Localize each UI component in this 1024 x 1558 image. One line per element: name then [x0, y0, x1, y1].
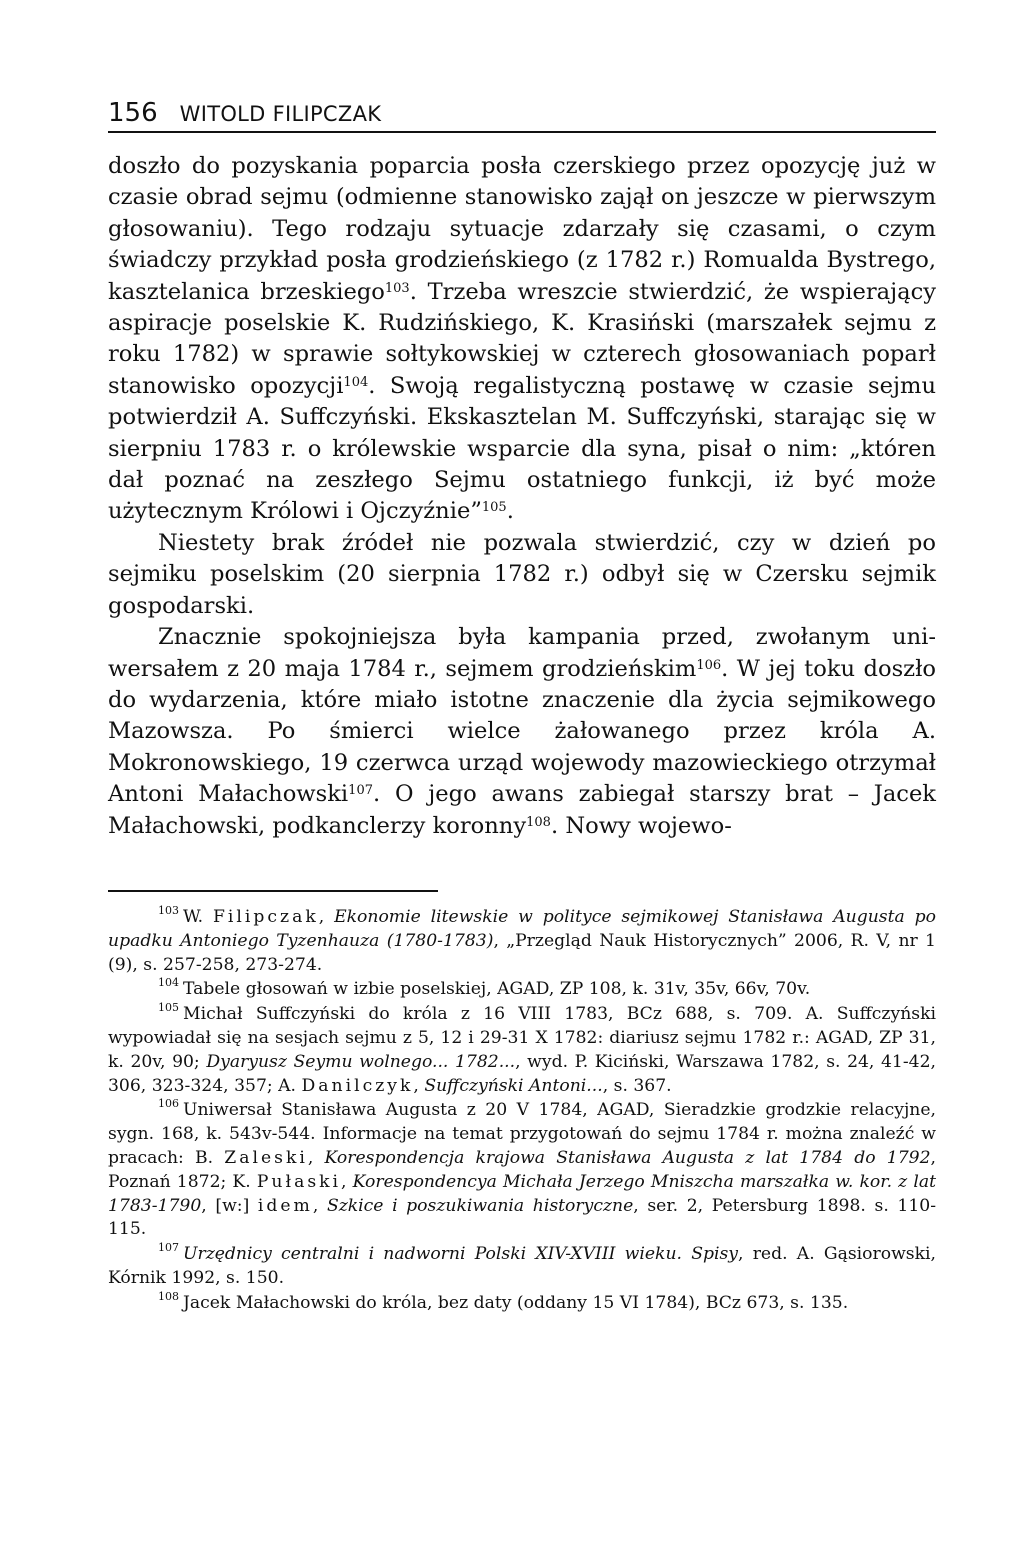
- text-run: Uniwersał Stanisława Augusta z 20 V 1784, AGAD, Sieradzkie grodzkie relacyjne, sygn. 168, k. 543v-544. Informacje na temat przygotowań do sejmu 1784 r. można znaleźć w pracach: B.: [108, 1100, 936, 1168]
- paragraph-1: [108, 151, 936, 528]
- text-run: , [w:]: [201, 1195, 258, 1216]
- footnote-ref: 108: [526, 814, 551, 830]
- text-run: ,: [318, 906, 335, 927]
- footnotes: [108, 903, 937, 1316]
- work-title: Korespondencya Michała Jerzego Mniszcha marszałka w. kor. z lat 1783-1790: [108, 1171, 936, 1216]
- text-run: Michał Suffczyński do króla z 16 VIII 1783, BCz 688, s. 709. A. Suffczyński wypowiadał się na sesjach sejmu z 5, 12 i 29-31 X 1782: diariusz sejmu 1782 r.: AGAD, ZP 31, k. 20v, 90;: [108, 1004, 936, 1072]
- text-run: Znacznie spokojniejsza była kampania przed, zwołanym uniwersałem z 20 maja 1784 r., sejmem grodzieńskim: [108, 624, 936, 682]
- text-run: doszło do pozyskania poparcia posła czerskiego przez opozycję już w czasie obrad sejmu (odmienne stanowisko zajął on jeszcze w pierwszym głosowaniu). Tego rodzaju sytuacje zdarzały się czasami, o czym świadczy przykład posła grodzieńskiego (z 1782 r.) Romualda Bystrego, kasztelanica brzeskiego: [108, 153, 936, 305]
- footnote-ref: 107: [348, 783, 373, 799]
- text-run: , Poznań 1872; K.: [108, 1147, 936, 1192]
- text-run: , wyd. P. Kiciński, Warszawa 1782, s. 24, 41-42, 306, 323-324, 357; A.: [108, 1051, 937, 1096]
- footnote-103: [108, 903, 936, 977]
- work-title: Szkice i poszukiwania historyczne: [326, 1195, 634, 1216]
- author-name: Pułaski: [256, 1171, 342, 1192]
- running-head: [108, 98, 936, 133]
- running-head-author: WITOLD FILIPCZAK: [179, 102, 382, 126]
- footnote-104: [108, 978, 936, 1002]
- footnote-ref: 103: [384, 280, 410, 296]
- text-run: , red. A. Gąsiorowski, Kórnik 1992, s. 150.: [108, 1244, 936, 1288]
- footnote-divider: [108, 890, 438, 892]
- page: [108, 98, 936, 1316]
- text-run: ,: [341, 1171, 353, 1192]
- text-run: Tabele głosowań w izbie poselskiej, AGAD, ZP 108, k. 31v, 35v, 66v, 70v.: [183, 979, 811, 1000]
- text-run: Jacek Małachowski do króla, bez daty (oddany 15 VI 1784), BCz 673, s. 135.: [183, 1292, 849, 1313]
- author-name: idem: [257, 1195, 313, 1216]
- text-run: , „Przegląd Nauk Historycznych” 2006, R. V, nr 1 (9), s. 257-258, 273-274.: [108, 930, 936, 975]
- footnote-108: [108, 1289, 936, 1316]
- footnote-number: 103: [158, 903, 179, 917]
- footnote-107: [108, 1243, 936, 1291]
- text-run: ,: [413, 1075, 425, 1096]
- text-run: , ser. 2, Petersburg 1898. s. 110-115.: [108, 1195, 936, 1240]
- main-text: [108, 151, 936, 842]
- text-run: .: [506, 498, 514, 525]
- text-run: . O jego awans zabiegał starszy brat – Jacek Małachowski, podkanclerzy koronny: [108, 781, 937, 839]
- footnote-number: 108: [158, 1289, 179, 1303]
- text-run: ,: [307, 1147, 325, 1168]
- author-name: Danilczyk: [301, 1075, 414, 1096]
- footnote-number: 106: [158, 1097, 179, 1111]
- text-run: W.: [183, 906, 213, 927]
- author-name: Zaleski: [224, 1147, 308, 1168]
- paragraph-2: [108, 528, 936, 622]
- work-title: Suffczyński Antoni...: [424, 1075, 603, 1096]
- text-run: ,: [312, 1195, 327, 1216]
- footnote-ref: 106: [696, 657, 722, 673]
- text-run: . Nowy wojewo-: [550, 812, 732, 839]
- text-run: , s. 367.: [602, 1075, 672, 1096]
- work-title: Urzędnicy centralni i nadworni Polski XIV-XVIII wieku. Spisy: [183, 1244, 739, 1265]
- paragraph-3: [108, 622, 936, 842]
- work-title: Korespondencja krajowa Stanisława Augusta z lat 1784 do 1792: [324, 1147, 931, 1168]
- footnote-ref: 105: [481, 500, 507, 516]
- footnote-number: 104: [158, 976, 179, 990]
- footnote-ref: 104: [343, 374, 369, 390]
- work-title: Ekonomie litewskie w polityce sejmikowej Stanisława Augusta po upadku Antoniego Tyzenhauza (1780-1783): [108, 906, 936, 951]
- page-number: 156: [108, 98, 158, 128]
- text-run: . Trzeba wreszcie stwierdzić, że wspierający aspiracje poselskie K. Rudzińskiego, K. Krasiński (marszałek sejmu z roku 1782) w sprawie sołtykowskiej w czterech głosowaniach poparł stanowisko opozycji: [108, 278, 936, 399]
- author-name: Filipczak: [212, 906, 319, 927]
- text-run: . W jej toku doszło do wydarzenia, które miało istotne znaczenie dla życia sejmikowego Mazowsza. Po śmierci wielce żałowanego przez króla A. Mokronowskiego, 19 czerwca urząd wojewody mazowieckiego otrzymał Antoni Małachowski: [108, 655, 936, 808]
- text-run: . Swoją regalistyczną postawę w czasie sejmu potwierdził A. Suffczyński. Ekskasztelan M. Suffczyński, starając się w sierpniu 1783 r. o królewskie wsparcie dla syna, pisał o nim: „któren dał poznać na zeszłego Sejmu ostatniego funkcji, iż być może użytecznym Królowi i Ojczyźnie”: [108, 372, 936, 525]
- footnote-106: [108, 1099, 936, 1242]
- text-run: Niestety brak źródeł nie pozwala stwierdzić, czy w dzień po sejmiku poselskim (20 sierpnia 1782 r.) odbył się w Czersku sejmik gospodarski.: [108, 529, 936, 619]
- work-title: Dyaryusz Seymu wolnego... 1782...: [206, 1051, 516, 1072]
- footnote-105: [108, 1003, 936, 1098]
- footnote-number: 105: [158, 1001, 179, 1015]
- footnote-number: 107: [158, 1241, 179, 1255]
